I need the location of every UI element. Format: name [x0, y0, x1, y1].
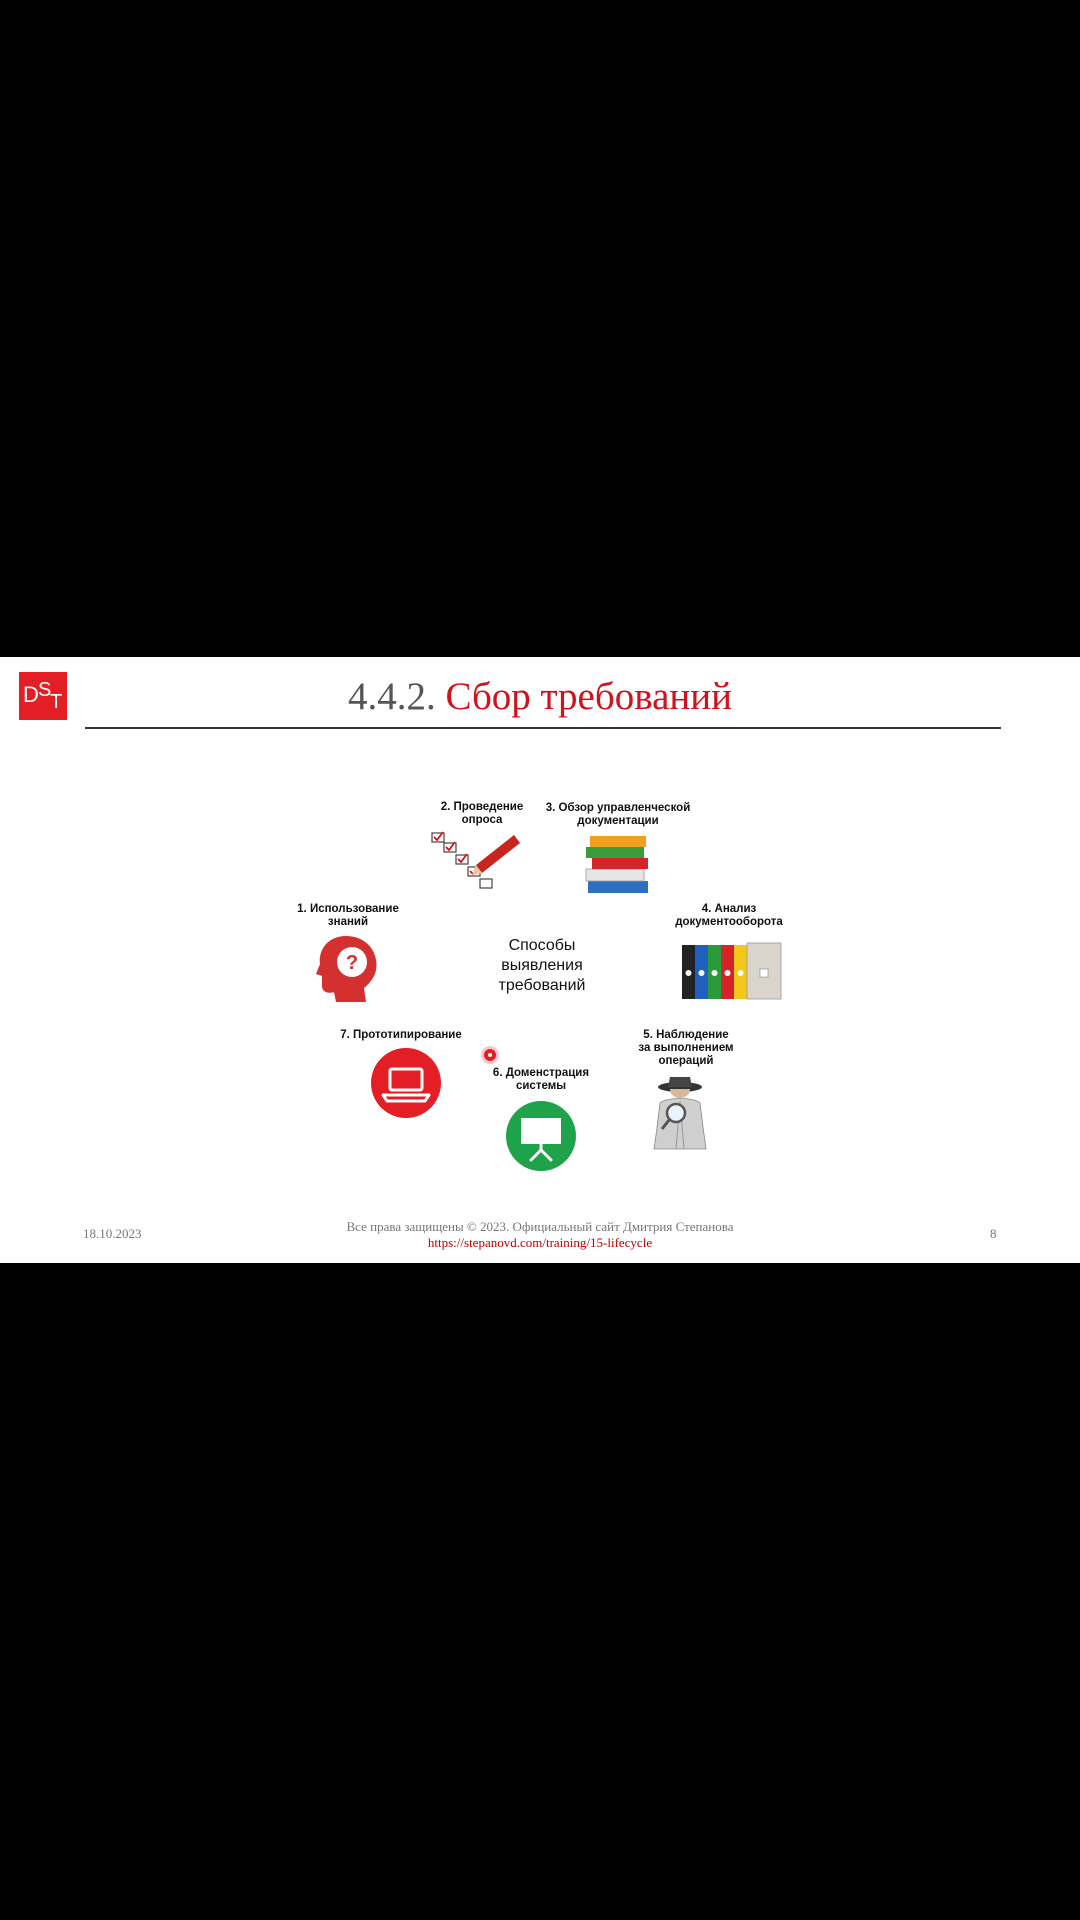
svg-text:?: ?	[345, 952, 359, 974]
method-label-6	[480, 1067, 602, 1093]
method-5-line-1: 5. Наблюдение	[643, 1029, 729, 1041]
method-2-line-1: 2. Проведение	[440, 801, 524, 813]
method-7-line-1: 7. Прототипирование	[340, 1029, 462, 1041]
svg-text:S: S	[38, 679, 52, 701]
slide-title	[0, 673, 1080, 721]
title-text: Сбор требований	[445, 675, 733, 718]
footer-copyright: Все права защищены © 2023. Официальный сайт Дмитрия Степанова	[346, 1219, 734, 1234]
slide	[0, 657, 1080, 1263]
method-4-line-1: 4. Анализ	[701, 903, 757, 915]
method-1-line-2: знаний	[327, 916, 369, 928]
page-number: 8	[990, 1226, 997, 1241]
svg-text:D: D	[23, 682, 39, 707]
footer-date: 18.10.2023	[83, 1226, 142, 1241]
method-label-2	[420, 801, 544, 827]
method-1-line-1: 1. Использование	[297, 903, 399, 915]
checklist-pencil-icon	[428, 829, 524, 899]
footer-url-link[interactable]: https://stepanovd.com/training/15-lifecycle	[427, 1235, 653, 1250]
laptop-icon	[370, 1047, 442, 1119]
method-label-7	[334, 1029, 468, 1042]
center-label-line-3: требований	[498, 977, 586, 994]
method-label-1	[290, 903, 406, 929]
method-2-line-2: опроса	[461, 814, 503, 826]
method-label-3	[540, 802, 696, 828]
svg-text:T: T	[50, 691, 63, 713]
center-label-line-1: Способы	[508, 937, 576, 954]
detective-magnifier-icon	[650, 1075, 714, 1151]
method-5-line-2: за выполнением	[638, 1042, 734, 1054]
laser-pointer	[484, 1049, 496, 1061]
center-label	[482, 936, 602, 996]
method-label-4	[668, 903, 790, 929]
presentation-board-icon	[505, 1100, 577, 1172]
method-3-line-2: документации	[577, 815, 659, 827]
method-6-line-1: 6. Доменстрация	[492, 1067, 590, 1079]
method-6-line-2: системы	[515, 1080, 567, 1092]
binders-icon	[680, 939, 784, 1001]
head-question-icon	[316, 934, 380, 1004]
center-label-line-2: выявления	[501, 957, 583, 974]
method-label-5	[628, 1029, 744, 1068]
method-4-line-2: документооборота	[675, 916, 783, 928]
title-number: 4.4.2.	[347, 675, 436, 718]
method-5-line-3: операций	[658, 1055, 714, 1067]
books-icon	[582, 833, 654, 899]
method-3-line-1: 3. Обзор управленческой	[545, 802, 691, 814]
title-divider	[85, 727, 1001, 729]
